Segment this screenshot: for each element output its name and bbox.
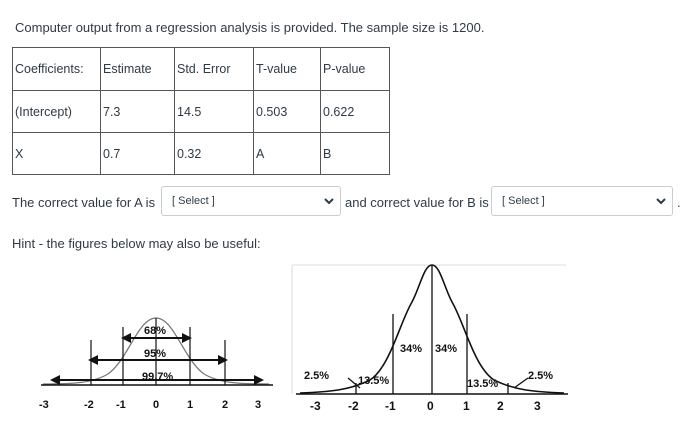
tick-label: 0 [153, 399, 160, 411]
label-135-left: 13.5% [358, 375, 390, 387]
tick-label: 2 [222, 399, 229, 411]
label-68: 68% [144, 325, 167, 337]
label-95: 95% [144, 348, 167, 360]
label-34-left: 34% [400, 343, 423, 355]
tick-label: 0 [427, 399, 434, 413]
label-25-left: 2.5% [304, 370, 330, 382]
select-a-dropdown[interactable] [161, 186, 341, 216]
table-cell: 0.7 [101, 133, 175, 175]
table-cell: B [321, 133, 390, 175]
empirical-rule-figure [33, 300, 283, 420]
tick-label: -2 [348, 399, 359, 413]
chevron-down-icon [655, 196, 667, 206]
tick-label: 3 [534, 399, 541, 413]
intro-text: Computer output from a regression analysis is provided. The sample size is 1200. [15, 20, 485, 35]
select-b-value: [ Select ] [502, 195, 545, 207]
tick-label: -2 [84, 399, 94, 411]
select-a-value: [ Select ] [172, 195, 215, 207]
select-b-dropdown[interactable] [491, 186, 673, 216]
tick-label: -1 [116, 399, 126, 411]
tick-label: -3 [39, 399, 49, 411]
table-cell: X [13, 133, 101, 175]
table-cell: (Intercept) [13, 91, 101, 133]
header-cell: Coefficients: [13, 48, 101, 91]
label-135-right: 13.5% [467, 378, 499, 390]
table-row [13, 133, 390, 175]
hint-text: Hint - the figures below may also be useful: [12, 236, 261, 251]
header-cell: Std. Error [175, 48, 254, 91]
tick-label: -1 [385, 399, 396, 413]
sentence-end: . [677, 195, 681, 210]
table-row [13, 91, 390, 133]
tick-label: -3 [310, 399, 321, 413]
header-cell: T-value [254, 48, 321, 91]
pointer-right [514, 378, 528, 388]
normal-percent-figure [290, 262, 580, 422]
header-cell: Estimate [101, 48, 175, 91]
a-label: The correct value for A is [12, 195, 156, 210]
label-997: 99.7% [142, 371, 174, 383]
table-cell: 0.622 [321, 91, 390, 133]
header-cell: P-value [321, 48, 390, 91]
label-34-right: 34% [435, 343, 458, 355]
answer-row [12, 186, 700, 216]
regression-table [12, 47, 390, 175]
table-cell: 0.32 [175, 133, 254, 175]
tick-label: 1 [187, 399, 194, 411]
table-cell: 7.3 [101, 91, 175, 133]
table-cell: A [254, 133, 321, 175]
tick-label: 3 [255, 399, 262, 411]
table-cell: 0.503 [254, 91, 321, 133]
tick-label: 2 [497, 399, 504, 413]
b-label: and correct value for B is [345, 195, 489, 210]
table-cell: 14.5 [175, 91, 254, 133]
table-header-row [13, 48, 390, 91]
chevron-down-icon [323, 196, 335, 206]
tick-label: 1 [463, 399, 470, 413]
label-25-right: 2.5% [528, 370, 554, 382]
